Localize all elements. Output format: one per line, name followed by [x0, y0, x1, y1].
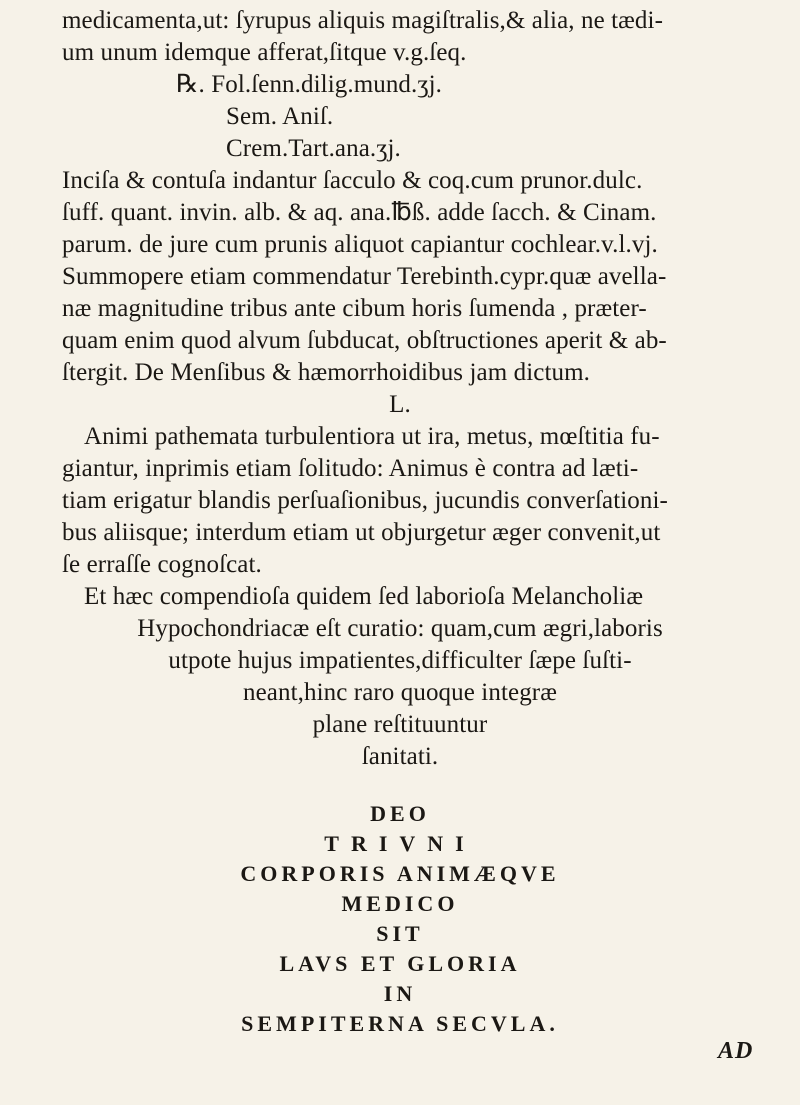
text-line: ſe erraſſe cognoſcat. [62, 551, 262, 578]
section-letter: L. [389, 391, 411, 418]
text-line: medicamenta,ut: ſyrupus aliquis magiſtralis,& alia, ne tædi- [62, 7, 664, 34]
text-line: Hypochondriacæ eſt curatio: quam,cum ægri,laboris [137, 615, 663, 642]
doxology-line: MEDICO [341, 891, 459, 916]
doxology-line: SIT [376, 921, 424, 946]
text-line: Inciſa & contuſa indantur ſacculo & coq.cum prunor.dulc. [62, 167, 643, 194]
catchword: AD [718, 1038, 754, 1064]
text-line: næ magnitudine tribus ante cibum horis ſumenda , præter- [62, 295, 647, 322]
text-line: Et hæc compendioſa quidem ſed laborioſa Melancholiæ [84, 583, 644, 610]
text-line: tiam erigatur blandis perſuaſionibus, jucundis converſationi- [62, 487, 668, 514]
text-line: utpote hujus impatientes,difficulter ſæpe ſuſti- [168, 647, 632, 674]
doxology-line: TRIVNI [324, 831, 476, 856]
text-line: parum. de jure cum prunis aliquot capiantur cochlear.v.l.vj. [62, 231, 658, 258]
text-line: ſanitati. [361, 743, 439, 770]
text-line: plane reſtituuntur [312, 711, 488, 738]
text-line: bus aliisque; interdum etiam ut objurgetur æger convenit,ut [62, 519, 661, 546]
text-line: Crem.Tart.ana.ʒj. [226, 135, 401, 162]
doxology-line: DEO [370, 801, 430, 826]
text-line: quam enim quod alvum ſubducat, obſtructiones aperit & ab- [62, 327, 667, 354]
text-line: Animi pathemata turbulentiora ut ira, metus, mœſtitia fu- [84, 423, 660, 450]
text-line: giantur, inprimis etiam ſolitudo: Animus è contra ad læti- [62, 455, 639, 482]
text-line: um unum idemque afferat,ſitque v.g.ſeq. [62, 39, 467, 66]
text-line: Sem. Aniſ. [226, 103, 334, 130]
text-line: ſuff. quant. invin. alb. & aq. ana.℔ß. adde ſacch. & Cinam. [62, 199, 657, 226]
doxology-line: IN [383, 981, 417, 1006]
text-line: ℞. Fol.ſenn.dilig.mund.ʒj. [176, 71, 442, 98]
doxology-line: SEMPITERNA SECVLA. [241, 1011, 559, 1036]
text-line: ſtergit. De Menſibus & hæmorrhoidibus jam dictum. [62, 359, 591, 386]
doxology-line: LAVS ET GLORIA [279, 951, 521, 976]
text-line: Summopere etiam commendatur Terebinth.cypr.quæ avella- [62, 263, 667, 290]
doxology-line: CORPORIS ANIMÆQVE [240, 861, 560, 886]
text-line: neant,hinc raro quoque integræ [242, 679, 557, 706]
